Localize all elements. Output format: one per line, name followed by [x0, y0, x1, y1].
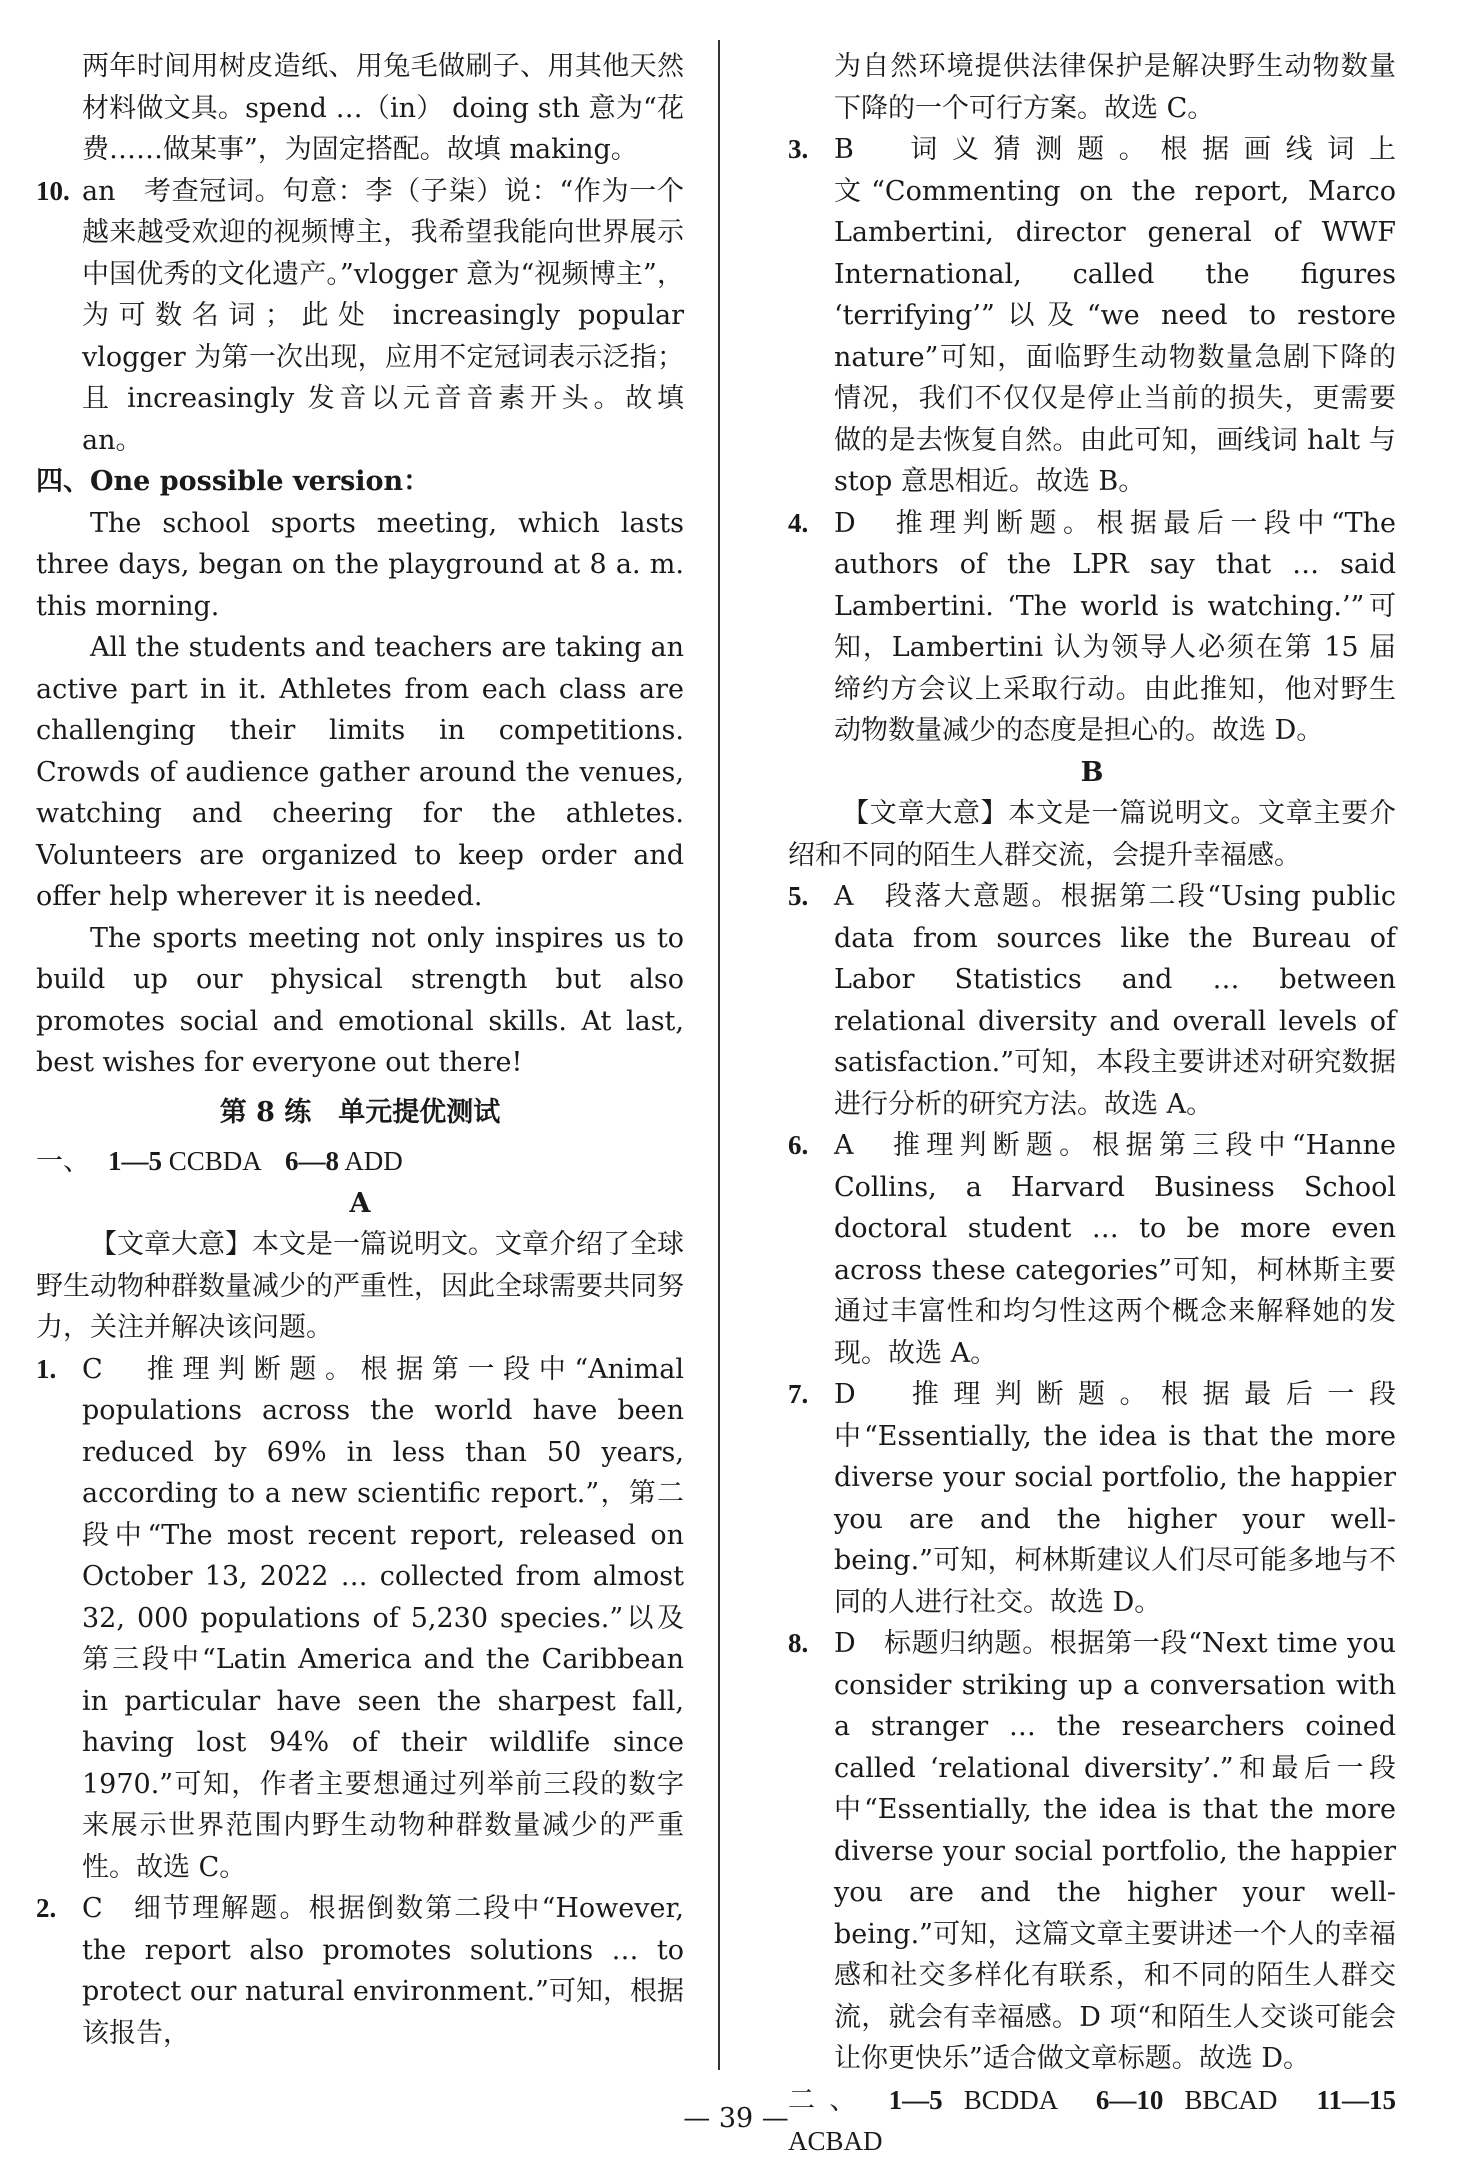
- item-explanation: an 考查冠词。句意：李（子柒）说：“作为一个越来越受欢迎的视频博主，我希望我能向世界展示中国优秀的文化遗产。”vlogger 意为“视频博主”，为可数名词；此处 increasingly popular vlogger 为第一次出现，应用不定冠词表示泛指；且 increasingly 发音以元音音素开头。故填 an。: [82, 175, 684, 456]
- column-divider: [718, 40, 720, 2070]
- left-column: [36, 46, 684, 2054]
- answer-item-2: [36, 1888, 684, 2054]
- answer-key-line: [36, 1141, 684, 1183]
- page-number: — 39 —: [683, 2103, 789, 2134]
- item-explanation: C 推理判断题。根据第一段中“Animal populations across the world have been reduced by 69% in less than 50 years, according to a new scientific report.”，第二段中“The most recent report, released on October 13, 2022 … collected from almost 32, 000 populations of 5,230 species.”以及第三段中“Latin America and the Caribbean in particular have seen the sharpest fall, having lost 94% of their wildlife since 1970.”可知，作者主要想通过列举前三段的数字来展示世界范围内野生动物种群数量减少的严重性。故选 C。: [82, 1353, 684, 1883]
- answer-range: 11—15: [1316, 2084, 1397, 2115]
- item-explanation: C 细节理解题。根据倒数第二段中“However, the report also promotes solutions … to protect our natural environment.”可知，根据该报告，: [82, 1893, 684, 2049]
- item-number: 4.: [788, 507, 809, 538]
- item-number: 8.: [788, 1628, 809, 1658]
- answer-item-7: [788, 1374, 1396, 1623]
- item-number: 2.: [36, 1893, 57, 1923]
- paragraph-continued: 为自然环境提供法律保护是解决野生动物数量下降的一个可行方案。故选 C。: [834, 51, 1396, 124]
- answer-key-prefix: 二、: [788, 2084, 871, 2115]
- passage-summary: 【文章大意】本文是一篇说明文。文章介绍了全球野生动物种群数量减少的严重性，因此全球需要共同努力，关注并解决该问题。: [36, 1229, 684, 1343]
- item-explanation: A 段落大意题。根据第二段“Using public data from sources like the Bureau of Labor Statistics and … between relational diversity and overall levels of satisfaction.”可知，本段主要讲述对研究数据进行分析的研究方法。故选 A。: [834, 881, 1396, 1120]
- item-number: 5.: [788, 881, 809, 911]
- lesson-title: 第 8 练 单元提优测试: [219, 1096, 501, 1128]
- section-heading: 四、One possible version：: [36, 466, 431, 497]
- answer-letters: BCDDA: [963, 2084, 1057, 2115]
- answer-letters: CCBDA: [168, 1146, 261, 1176]
- answer-item-6: [788, 1125, 1396, 1374]
- answer-letters: ADD: [344, 1146, 403, 1176]
- item-explanation: D 标题归纳题。根据第一段“Next time you consider striking up a conversation with a stranger … the researchers coined called ‘relational diversity’.”和最后一段中“Essentially, the idea is that the more diverse your social portfolio, the happier you are and the higher your well-being.”可知，这篇文章主要讲述一个人的幸福感和社交多样化有联系，和不同的陌生人群交流，就会有幸福感。D 项“和陌生人交谈可能会让你更快乐”适合做文章标题。故选 D。: [834, 1628, 1396, 2074]
- answer-item-8: [788, 1623, 1396, 2080]
- passage-summary: 【文章大意】本文是一篇说明文。文章主要介绍和不同的陌生人群交流，会提升幸福感。: [788, 798, 1396, 871]
- item-number: 3.: [788, 134, 809, 164]
- essay-paragraph: The school sports meeting, which lasts three days, began on the playground at 8 a. m. this morning.: [36, 507, 684, 622]
- answer-item-4: [788, 503, 1396, 752]
- item-explanation: D 推理判断题。根据最后一段中“The authors of the LPR say that … said Lambertini. ‘The world is watching.’”可知，Lambertini 认为领导人必须在第 15 届缔约方会议上采取行动。由此推知，他对野生动物数量减少的态度是担心的。故选 D。: [834, 507, 1396, 746]
- answer-range: 6—8: [285, 1146, 340, 1176]
- answer-key-prefix: 一、: [36, 1146, 90, 1176]
- answer-range: 1—5: [888, 2084, 943, 2115]
- passage-label: B: [1080, 756, 1104, 788]
- answer-item-5: [788, 876, 1396, 1125]
- answer-letters: BBCAD: [1184, 2084, 1278, 2115]
- item-explanation: D 推理判断题。根据最后一段中“Essentially, the idea is that the more diverse your social portfolio, the happier you are and the higher your well-being.”可知，柯林斯建议人们尽可能多地与不同的人进行社交。故选 D。: [834, 1379, 1396, 1618]
- answer-range: 1—5: [108, 1146, 162, 1176]
- answer-letters: ACBAD: [788, 2126, 883, 2156]
- answer-item-3: [788, 129, 1396, 503]
- essay-paragraph: All the students and teachers are taking an active part in it. Athletes from each class are challenging their limits in competitions. Crowds of audience gather around the venues, watching and cheering for the athletes. Volunteers are organized to keep order and offer help wherever it is needed.: [36, 632, 684, 912]
- item-number: 1.: [36, 1353, 57, 1384]
- item-number: 7.: [788, 1379, 809, 1409]
- answer-item-1: [36, 1349, 684, 1889]
- item-explanation: A 推理判断题。根据第三段中“Hanne Collins, a Harvard Business School doctoral student … to be more even across these categories”可知，柯林斯主要通过丰富性和均匀性这两个概念来解释她的发现。故选 A。: [834, 1130, 1396, 1369]
- right-column: [788, 46, 1396, 2163]
- item-number: 10.: [36, 175, 70, 206]
- item-number: 6.: [788, 1130, 809, 1160]
- passage-label: A: [349, 1187, 371, 1219]
- answer-item-10: [36, 171, 684, 462]
- item-explanation: B 词义猜测题。根据画线词上文“Commenting on the report, Marco Lambertini, director general of WWF International, called the figures ‘terrifying’”以及“we need to restore nature”可知，面临野生动物数量急剧下降的情况，我们不仅仅是停止当前的损失，更需要做的是去恢复自然。由此可知，画线词 halt 与 stop 意思相近。故选 B。: [834, 134, 1396, 497]
- essay-paragraph: The sports meeting not only inspires us to build up our physical strength but also promotes social and emotional skills. At last, best wishes for everyone out there!: [36, 922, 684, 1078]
- paragraph-continued: 两年时间用树皮造纸、用兔毛做刷子、用其他天然材料做文具。spend …（in） doing sth 意为“花费……做某事”，为固定搭配。故填 making。: [82, 51, 684, 165]
- answer-range: 6—10: [1095, 2084, 1164, 2115]
